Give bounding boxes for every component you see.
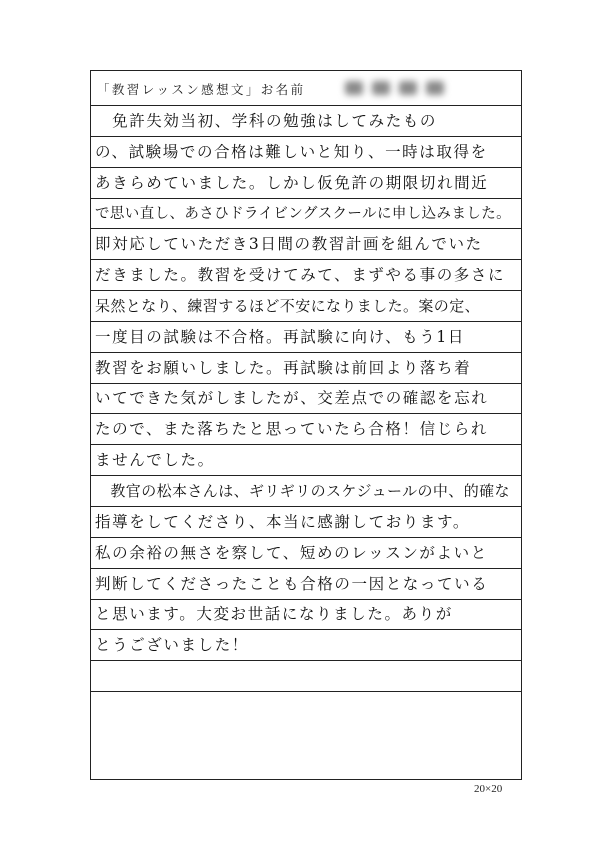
essay-line bbox=[91, 692, 521, 723]
essay-line-text: 即対応していただき3日間の教習計画を組んでいた bbox=[95, 235, 483, 254]
essay-line-text: 指導をしてくださり、本当に感謝しております。 bbox=[95, 512, 470, 531]
essay-line-text: と思います。大変お世話になりました。ありが bbox=[95, 605, 453, 624]
essay-line-text: あきらめていました。しかし仮免許の期限切れ間近 bbox=[95, 173, 489, 192]
essay-line bbox=[91, 229, 521, 260]
essay-line-text: 教習をお願いしました。再試験は前回より落ち着 bbox=[95, 358, 472, 377]
redacted-name bbox=[345, 79, 449, 97]
essay-line-text: だきました。教習を受けてみて、まずやる事の多さに bbox=[95, 266, 506, 285]
essay-line bbox=[91, 199, 521, 230]
essay-sheet bbox=[90, 70, 522, 780]
essay-line-text: 教官の松本さんは、ギリギリのスケジュールの中、的確な bbox=[95, 481, 510, 500]
essay-line-text: 一度目の試験は不合格。再試験に向け、もう1日 bbox=[95, 327, 465, 346]
essay-line bbox=[91, 445, 521, 476]
essay-line-text: 免許失効当初、学科の勉強はしてみたもの bbox=[95, 111, 438, 130]
essay-line-text: 呆然となり、練習するほど不安になりました。案の定、 bbox=[95, 296, 481, 315]
essay-line-text: たので、また落ちたと思っていたら合格！信じられ bbox=[95, 420, 488, 439]
essay-line bbox=[91, 322, 521, 353]
essay-line bbox=[91, 661, 521, 692]
essay-line bbox=[91, 106, 521, 137]
essay-line bbox=[91, 260, 521, 291]
essay-line-text: ませんでした。 bbox=[95, 451, 215, 470]
essay-line bbox=[91, 507, 521, 538]
essay-line-text: とうございました！ bbox=[95, 636, 249, 655]
essay-line-text: 私の余裕の無さを察して、短めのレッスンがよいと bbox=[95, 543, 488, 562]
essay-line-text: いてできた気がしましたが、交差点での確認を忘れ bbox=[95, 389, 489, 408]
essay-line-text: 判断してくださったことも合格の一因となっている bbox=[95, 574, 489, 593]
essay-lines bbox=[91, 106, 521, 723]
essay-line bbox=[91, 538, 521, 569]
essay-line bbox=[91, 414, 521, 445]
essay-line bbox=[91, 630, 521, 661]
essay-line-text: の、試験場での合格は難しいと知り、一時は取得を bbox=[95, 142, 488, 161]
essay-line bbox=[91, 476, 521, 507]
essay-line bbox=[91, 384, 521, 415]
essay-line bbox=[91, 600, 521, 631]
essay-line bbox=[91, 353, 521, 384]
essay-line bbox=[91, 569, 521, 600]
essay-line bbox=[91, 291, 521, 322]
sheet-header bbox=[91, 71, 521, 106]
header-title: 「教習レッスン感想文」お名前 bbox=[97, 82, 306, 97]
essay-line-text: で思い直し、あさひドライビングスクールに申し込みました。 bbox=[95, 206, 512, 223]
essay-line bbox=[91, 168, 521, 199]
essay-line bbox=[91, 137, 521, 168]
grid-size-label: 20×20 bbox=[474, 783, 503, 795]
